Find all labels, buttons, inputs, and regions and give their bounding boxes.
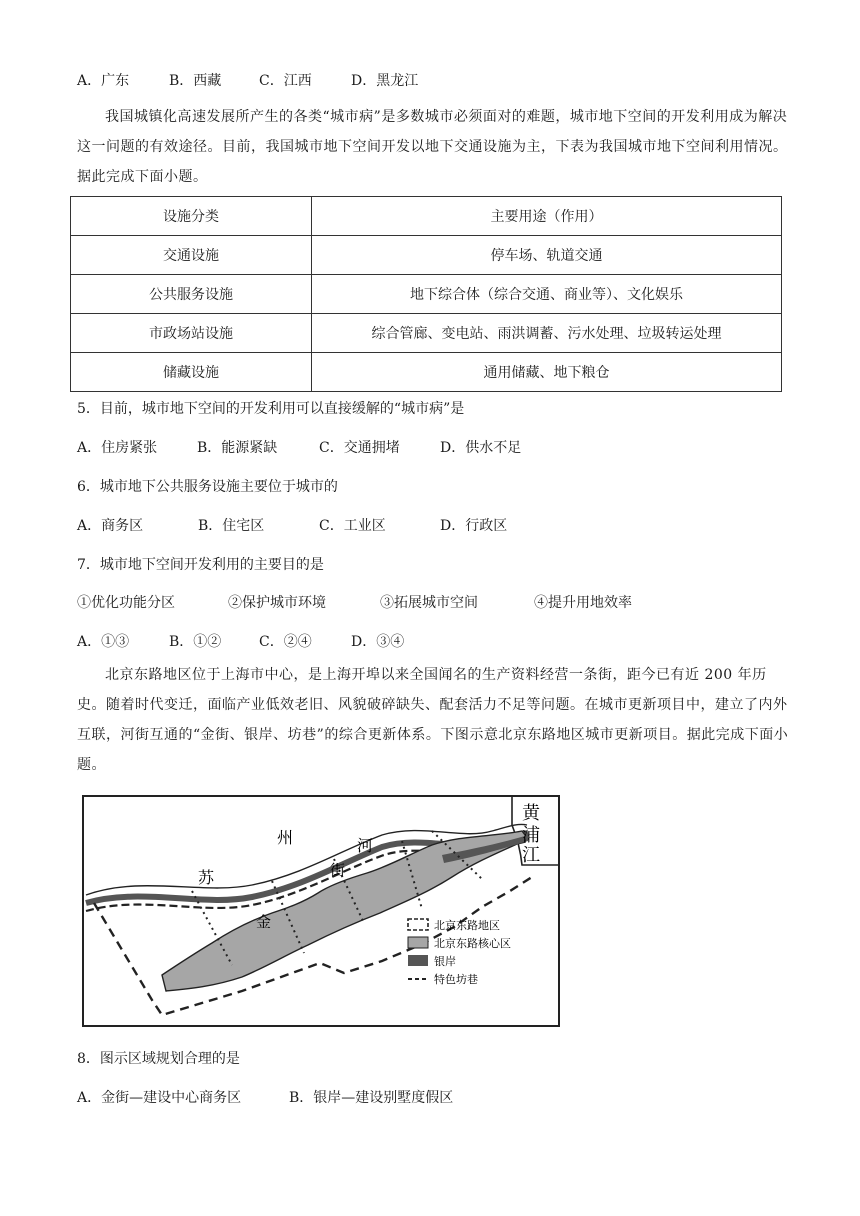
intro-underground-space: 我国城镇化高速发展所产生的各类“城市病”是多数城市必须面对的难题，城市地下空间的开发利用成为解决这一问题的有效途径。目前，我国城市地下空间开发以地下交通设施为主，下表为我国城市地下空间利用情况。据此完成下面小题。 bbox=[77, 109, 788, 185]
beijing-east-road-map bbox=[82, 795, 560, 1027]
legend-swatch-bank bbox=[408, 955, 428, 966]
q7-option-d: D．③④ bbox=[351, 634, 405, 650]
q7-option-c: C．②④ bbox=[259, 634, 312, 650]
table-header-row bbox=[71, 197, 782, 236]
q5-option-d: D．供水不足 bbox=[440, 440, 522, 456]
facilities-table bbox=[70, 196, 782, 392]
q4-options bbox=[77, 70, 418, 90]
q7-item-4: ④提升用地效率 bbox=[534, 595, 632, 611]
q7-item-1: ①优化功能分区 bbox=[77, 595, 175, 611]
q5-options bbox=[77, 437, 521, 457]
legend-label-bank: 银岸 bbox=[434, 955, 456, 968]
q8-options bbox=[77, 1087, 453, 1107]
q7-item-3: ③拓展城市空间 bbox=[380, 595, 478, 611]
table-cell: 市政场站设施 bbox=[71, 314, 312, 353]
q6-option-a: A．商务区 bbox=[77, 518, 144, 534]
q7-item-2: ②保护城市环境 bbox=[228, 595, 326, 611]
map-label-jiang: 江 bbox=[522, 845, 540, 866]
legend-label-district: 北京东路地区 bbox=[434, 919, 500, 932]
map-label-zhou: 州 bbox=[277, 828, 294, 847]
map-label-jie: 街 bbox=[330, 861, 346, 879]
q7-options bbox=[77, 631, 404, 651]
q4-option-b: B．西藏 bbox=[169, 73, 222, 89]
table-cell: 通用储藏、地下粮仓 bbox=[312, 353, 782, 392]
map-label-su: 苏 bbox=[198, 868, 215, 887]
table-cell: 综合管廊、变电站、雨洪调蓄、污水处理、垃圾转运处理 bbox=[312, 314, 782, 353]
q6-option-c: C．工业区 bbox=[319, 518, 386, 534]
table-row bbox=[71, 275, 782, 314]
table-cell: 公共服务设施 bbox=[71, 275, 312, 314]
q6-option-b: B．住宅区 bbox=[198, 518, 265, 534]
q6-option-d: D．行政区 bbox=[440, 518, 508, 534]
table-cell: 地下综合体（综合交通、商业等）、文化娱乐 bbox=[312, 275, 782, 314]
q5-option-a: A．住房紧张 bbox=[77, 440, 158, 456]
table-cell: 储藏设施 bbox=[71, 353, 312, 392]
legend-label-lane: 特色坊巷 bbox=[434, 973, 478, 986]
q4-option-a: A．广东 bbox=[77, 73, 130, 89]
table-row bbox=[71, 314, 782, 353]
q4-option-d: D．黑龙江 bbox=[351, 73, 419, 89]
legend-label-core: 北京东路核心区 bbox=[434, 937, 511, 950]
table-header-usage: 主要用途（作用） bbox=[312, 197, 782, 236]
table-cell: 停车场、轨道交通 bbox=[312, 236, 782, 275]
q5-option-c: C．交通拥堵 bbox=[319, 440, 400, 456]
map-label-pu: 浦 bbox=[522, 825, 540, 846]
intro-beijing-east-road: 北京东路地区位于上海市中心，是上海开埠以来全国闻名的生产资料经营一条街，距今已有近 200 年历史。随着时代变迁，面临产业低效老旧、风貌破碎缺失、配套活力不足等问题。在城市更新项目中，建立了内外互联，河街互通的“金街、银岸、坊巷”的综合更新体系。下图示意北京东路地区城市更新项目。据此完成下面小题。 bbox=[77, 667, 789, 773]
q8-option-a: A．金街—建设中心商务区 bbox=[77, 1090, 242, 1106]
q6-options bbox=[77, 515, 507, 535]
map-label-jin: 金 bbox=[256, 913, 272, 931]
q7-option-b: B．①② bbox=[169, 634, 222, 650]
map-label-he: 河 bbox=[357, 836, 374, 855]
q7-option-a: A．①③ bbox=[77, 634, 130, 650]
table-row bbox=[71, 236, 782, 275]
map-label-huang: 黄 bbox=[522, 803, 540, 824]
q5-option-b: B．能源紧缺 bbox=[197, 440, 278, 456]
q8-option-b: B．银岸—建设别墅度假区 bbox=[289, 1090, 454, 1106]
q6-stem: 6．城市地下公共服务设施主要位于城市的 bbox=[77, 479, 338, 495]
q5-stem: 5．目前，城市地下空间的开发利用可以直接缓解的“城市病”是 bbox=[77, 401, 465, 417]
table-row bbox=[71, 353, 782, 392]
table-cell: 交通设施 bbox=[71, 236, 312, 275]
q8-stem: 8．图示区域规划合理的是 bbox=[77, 1051, 240, 1067]
q7-items bbox=[77, 592, 632, 612]
q7-stem: 7．城市地下空间开发利用的主要目的是 bbox=[77, 557, 324, 573]
q4-option-c: C．江西 bbox=[259, 73, 312, 89]
table-header-category: 设施分类 bbox=[71, 197, 312, 236]
legend-swatch-core bbox=[408, 937, 428, 948]
